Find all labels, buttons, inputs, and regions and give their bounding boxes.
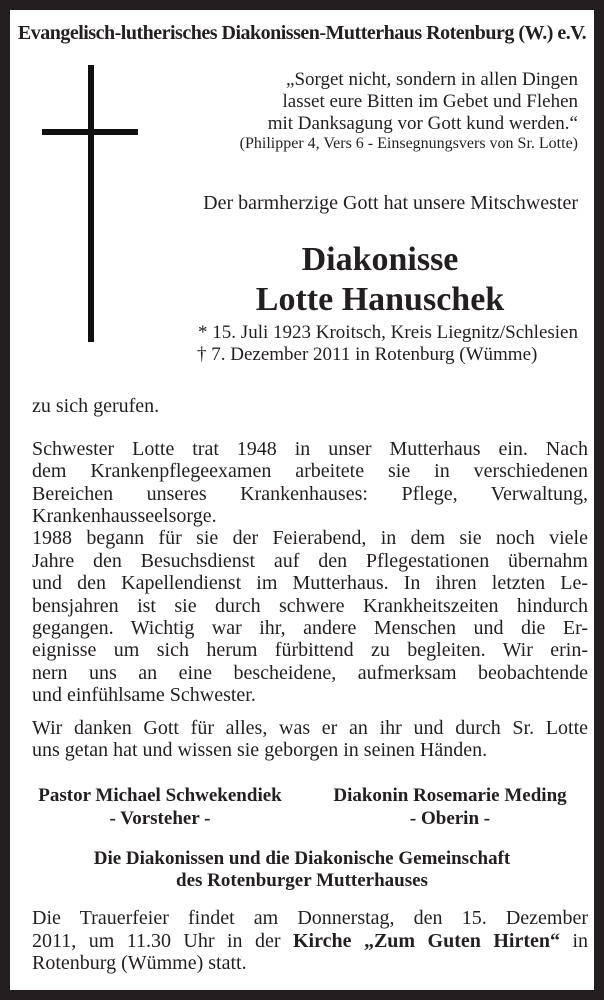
biography-line: gegangen. Wichtig war ihr, andere Menschen und die Er-	[32, 617, 588, 639]
church-name: Kirche „Zum Guten Hirten“	[293, 930, 560, 952]
biography-line: Jahre den Besuchsdienst auf den Pflegestationen übernahm	[32, 550, 588, 572]
biography-line: Krankenhausseelsorge.	[32, 505, 217, 527]
funeral-line: Rotenburg (Wümme) statt.	[32, 952, 247, 974]
funeral-text: 2011, um 11.30 Uhr in der	[32, 930, 281, 952]
death-info: † 7. Dezember 2011 in Rotenburg (Wümme)	[197, 344, 538, 365]
community-line: Die Diakonissen und die Diakonische Gemeinschaft	[93, 848, 511, 869]
funeral-line	[32, 931, 588, 951]
biography-line: eignisse um sich herum fürbittend zu begleiten. Wir erin-	[32, 639, 588, 661]
biography-line: nern uns an eine bescheidene, aufmerksam beobachtende	[32, 662, 588, 684]
signature-role: - Oberin -	[409, 808, 491, 829]
biography-line: und den Kapellendienst im Mutterhaus. In ihren letzten Le-	[32, 572, 588, 594]
community-line: des Rotenburger Mutterhauses	[176, 870, 428, 891]
signature-name: Diakonin Rosemarie Meding	[333, 785, 567, 806]
signature-role: - Vorsteher -	[109, 808, 211, 829]
biography-line: und einfühlsame Schwester.	[32, 684, 256, 706]
deceased-name: Lotte Hanuschek	[255, 281, 505, 318]
intro-text: Der barmherzige Gott hat unsere Mitschwester	[203, 192, 578, 214]
biography-line: 1988 begann für sie der Feierabend, in dem sie noch viele	[32, 527, 588, 549]
quote-line: mit Danksagung vor Gott kund werden.“	[267, 113, 578, 134]
cross-icon	[88, 65, 94, 342]
quote-source: (Philipper 4, Vers 6 - Einsegnungsvers von Sr. Lotte)	[239, 135, 578, 152]
thanks-line: uns getan hat und wissen sie geborgen in seinen Händen.	[32, 739, 488, 761]
called-text: zu sich gerufen.	[32, 395, 160, 417]
cross-icon-bar	[42, 129, 138, 135]
biography-line: Schwester Lotte trat 1948 in unser Mutterhaus ein. Nach	[32, 438, 588, 460]
birth-info: * 15. Juli 1923 Kroitsch, Kreis Liegnitz/Schlesien	[198, 322, 578, 343]
funeral-text: in	[572, 930, 588, 952]
quote-line: „Sorget nicht, sondern in allen Dingen	[286, 69, 578, 90]
deceased-title: Diakonisse	[301, 241, 459, 278]
organization-header: Evangelisch-lutherisches Diakonissen-Mutterhaus Rotenburg (W.) e.V.	[17, 22, 587, 44]
biography-line: Bereichen unseres Krankenhauses: Pflege, Verwaltung,	[32, 483, 588, 505]
signature-name: Pastor Michael Schwekendiek	[38, 785, 282, 806]
biography-line: dem Krankenpflegeexamen arbeitete sie in verschiedenen	[32, 460, 588, 482]
thanks-line: Wir danken Gott für alles, was er an ihr und durch Sr. Lotte	[32, 717, 588, 739]
obituary-notice	[10, 10, 594, 990]
funeral-line: Die Trauerfeier findet am Donnerstag, den 15. Dezember	[32, 907, 588, 929]
biography-line: bensjahren ist sie durch schwere Krankheitszeiten hindurch	[32, 595, 588, 617]
quote-line: lasset eure Bitten im Gebet und Flehen	[282, 91, 578, 112]
